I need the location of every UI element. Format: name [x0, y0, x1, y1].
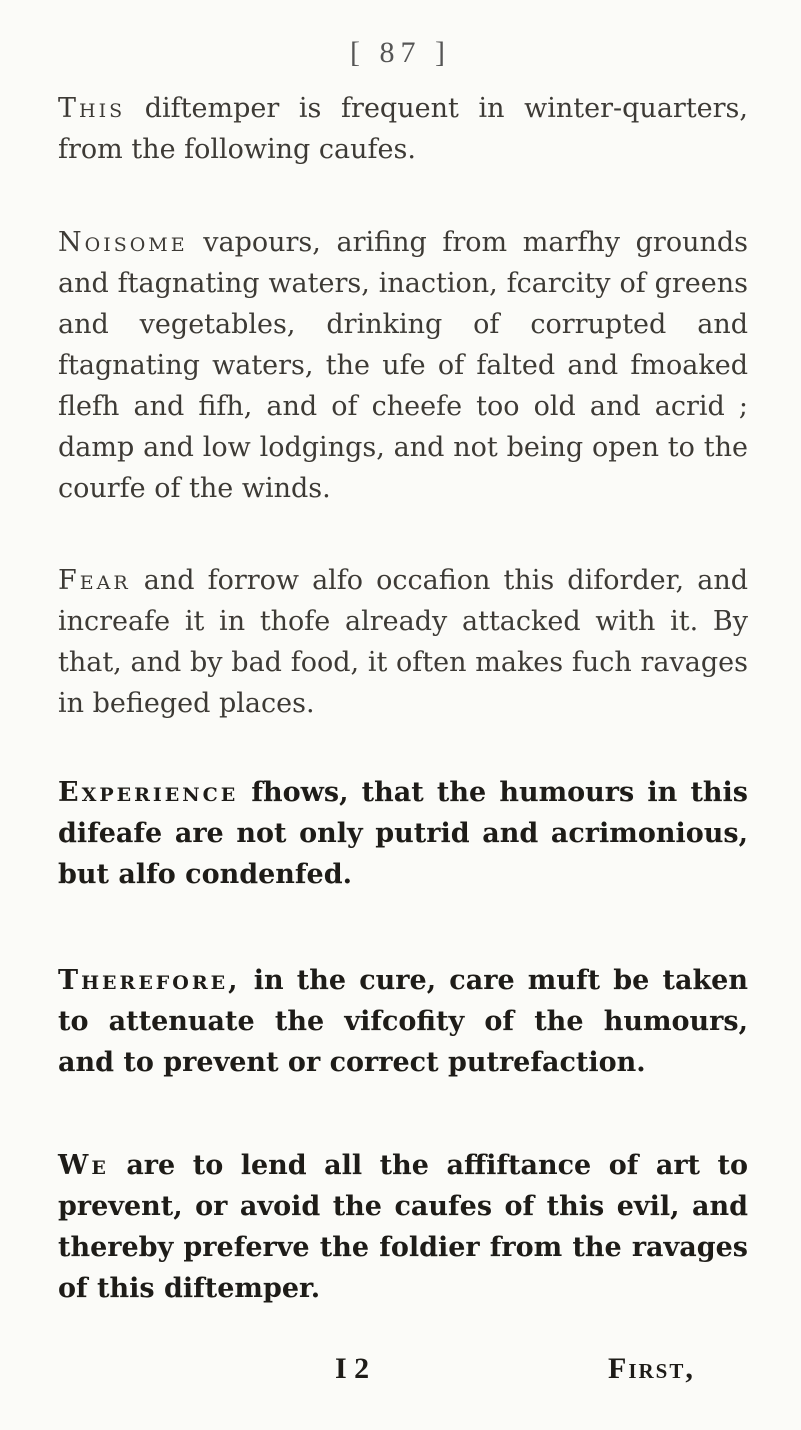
catchword: First, — [608, 1352, 695, 1385]
paragraph-1-lead: This — [58, 93, 126, 124]
paragraph-3-lead: Fear — [58, 565, 131, 596]
page-number: [ 87 ] — [350, 36, 451, 69]
paragraph-2-text: vapours, arifing from marfhy grounds and ftagnating waters, inaction, fcarcity of greens and vegetables, drinking of corrupted and ftagnating waters, the ufe of falted and fmoaked flefh and fifh, and of cheefe too old and acrid ; damp and low lodgings, and not being open to the courfe of the winds. — [58, 227, 748, 504]
paragraph-4 — [58, 772, 748, 895]
paragraph-6-text: are to lend all the affiftance of art to prevent, or avoid the caufes of this evil, and thereby preferve the foldier from the ravages of this diftemper. — [58, 1150, 748, 1304]
paragraph-6 — [58, 1145, 748, 1309]
paragraph-5 — [58, 960, 748, 1083]
paragraph-5-text: in the cure, care muft be taken to attenuate the vifcofity of the humours, and to prevent or correct putrefaction. — [58, 965, 748, 1078]
paragraph-1-text: diftemper is frequent in winter-quarters, from the following caufes. — [58, 93, 748, 165]
paragraph-4-text: fhows, that the humours in this difeafe are not only putrid and acrimonious, but alfo condenfed. — [58, 777, 748, 890]
paragraph-6-lead: We — [58, 1150, 109, 1181]
signature-mark: I 2 — [335, 1352, 370, 1385]
paragraph-3-text: and forrow alfo occafion this diforder, and increafe it in thofe already attacked with it. By that, and by bad food, it often makes fuch ravages in befieged places. — [58, 565, 748, 719]
paragraph-3 — [58, 560, 748, 724]
paragraph-1 — [58, 88, 748, 170]
paragraph-5-lead: Therefore, — [58, 965, 241, 996]
paragraph-4-lead: Experience — [58, 777, 239, 808]
paragraph-2 — [58, 222, 748, 509]
paragraph-2-lead: Noisome — [58, 227, 188, 258]
